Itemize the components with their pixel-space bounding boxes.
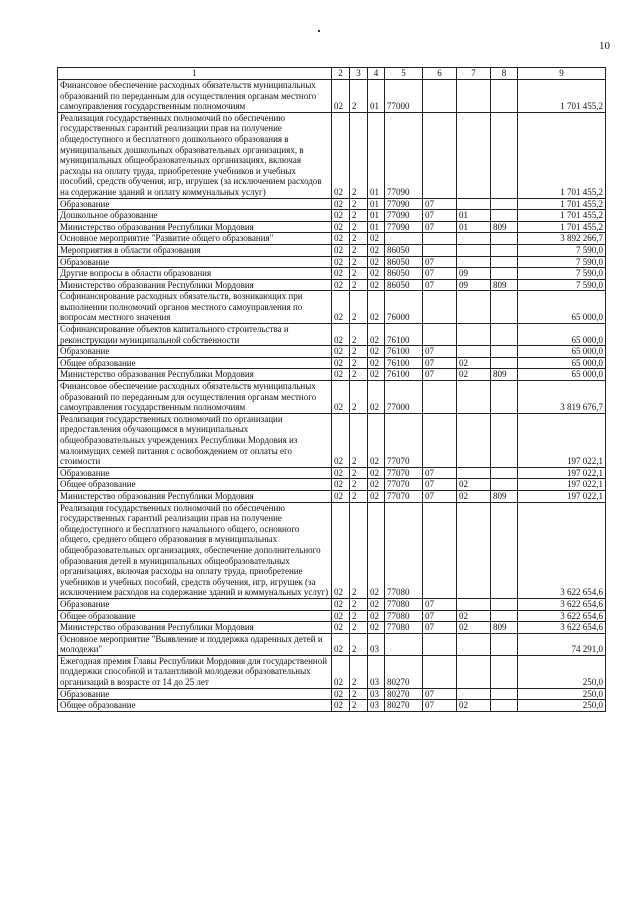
code-subsection: 02 — [457, 490, 491, 502]
code-ministry — [491, 233, 518, 245]
code-subprogram: 2 — [350, 490, 368, 502]
code-ministry — [491, 610, 518, 622]
code-subprogram: 2 — [350, 633, 368, 655]
row-name: Общее образование — [58, 610, 332, 622]
row-name: Общее образование — [58, 700, 332, 712]
code-ministry — [491, 700, 518, 712]
code-subprogram: 2 — [350, 610, 368, 622]
code-subsection — [457, 233, 491, 245]
code-ministry — [491, 291, 518, 324]
code-direction: 77070 — [385, 490, 423, 502]
code-direction: 77080 — [385, 622, 423, 634]
code-section — [423, 502, 457, 598]
row-amount: 197 022,1 — [518, 413, 606, 467]
row-amount: 65 000,0 — [518, 346, 606, 358]
code-direction: 76100 — [385, 324, 423, 346]
table-row — [58, 490, 606, 502]
code-program: 02 — [332, 502, 350, 598]
code-direction: 76100 — [385, 346, 423, 358]
code-subsection: 02 — [457, 622, 491, 634]
code-activity: 03 — [368, 700, 385, 712]
row-name: Другие вопросы в области образования — [58, 268, 332, 280]
code-activity: 02 — [368, 413, 385, 467]
code-subprogram: 2 — [350, 502, 368, 598]
table-row — [58, 700, 606, 712]
code-subsection: 02 — [457, 369, 491, 381]
code-subsection — [457, 112, 491, 198]
code-subsection — [457, 413, 491, 467]
code-section: 07 — [423, 479, 457, 491]
code-direction: 77090 — [385, 198, 423, 210]
row-amount: 65 000,0 — [518, 291, 606, 324]
code-section: 07 — [423, 221, 457, 233]
scan-speck — [318, 30, 320, 32]
code-subsection — [457, 346, 491, 358]
code-program: 02 — [332, 80, 350, 113]
row-name: Образование — [58, 256, 332, 268]
code-subprogram: 2 — [350, 413, 368, 467]
code-ministry — [491, 357, 518, 369]
code-subprogram: 2 — [350, 655, 368, 688]
code-ministry: 809 — [491, 221, 518, 233]
code-ministry — [491, 256, 518, 268]
row-name: Образование — [58, 598, 332, 610]
row-amount: 65 000,0 — [518, 324, 606, 346]
code-direction: 77070 — [385, 413, 423, 467]
row-name: Ежегодная премия Главы Республики Мордовия для государственной поддержки способной и талантливой молодежи образовательных организаций в возрасте от 14 до 25 лет — [58, 655, 332, 688]
code-section — [423, 413, 457, 467]
table-row — [58, 413, 606, 467]
code-section: 07 — [423, 490, 457, 502]
column-header: 4 — [368, 68, 385, 80]
code-activity: 02 — [368, 256, 385, 268]
row-name: Реализация государственных полномочий по организации предоставления обучающимся в муниципальных общеобразовательных учреждениях Республики Мордовия из малоимущих семей питания с освобождением от оплаты его стоимости — [58, 413, 332, 467]
code-direction: 80270 — [385, 655, 423, 688]
code-program: 02 — [332, 490, 350, 502]
row-name: Реализация государственных полномочий по обеспечению государственных гарантий реализации прав на получение общедоступного и бесплатного дошкольного образования в муниципальных дошкольных образовательных организациях, в муниципальных общеобразовательных организациях, включая расходы на оплату труда, приобретение учебников и учебных пособий, средств обучения, игр, игрушек (за исключением расходов на содержание зданий и оплату коммунальных услуг) — [58, 112, 332, 198]
row-name: Образование — [58, 467, 332, 479]
code-program: 02 — [332, 369, 350, 381]
code-program: 02 — [332, 256, 350, 268]
code-subprogram: 2 — [350, 80, 368, 113]
row-amount: 3 622 654,6 — [518, 610, 606, 622]
code-section: 07 — [423, 467, 457, 479]
row-amount: 197 022,1 — [518, 467, 606, 479]
code-direction — [385, 233, 423, 245]
row-amount: 3 819 676,7 — [518, 381, 606, 414]
code-section — [423, 655, 457, 688]
row-amount: 65 000,0 — [518, 369, 606, 381]
column-header: 1 — [58, 68, 332, 80]
table-row — [58, 221, 606, 233]
code-subsection — [457, 633, 491, 655]
code-activity: 02 — [368, 502, 385, 598]
code-section: 07 — [423, 256, 457, 268]
code-direction: 77070 — [385, 467, 423, 479]
table-row — [58, 369, 606, 381]
code-activity: 02 — [368, 346, 385, 358]
code-ministry — [491, 598, 518, 610]
budget-table — [57, 67, 606, 712]
row-amount: 7 590,0 — [518, 279, 606, 291]
code-direction: 76100 — [385, 369, 423, 381]
code-direction: 77080 — [385, 610, 423, 622]
code-program: 02 — [332, 268, 350, 280]
code-ministry — [491, 688, 518, 700]
code-activity: 02 — [368, 291, 385, 324]
code-subprogram: 2 — [350, 369, 368, 381]
row-name: Софинансирование расходных обязательств, возникающих при выполнении полномочий органов местного самоуправления по вопросам местного значения — [58, 291, 332, 324]
code-section — [423, 80, 457, 113]
code-section — [423, 291, 457, 324]
code-subsection — [457, 381, 491, 414]
code-ministry — [491, 324, 518, 346]
code-ministry — [491, 479, 518, 491]
row-name: Министерство образования Республики Мордовия — [58, 221, 332, 233]
code-activity: 02 — [368, 381, 385, 414]
code-subsection — [457, 688, 491, 700]
row-amount: 250,0 — [518, 700, 606, 712]
table-row — [58, 210, 606, 222]
code-program: 02 — [332, 700, 350, 712]
code-section — [423, 381, 457, 414]
code-ministry — [491, 502, 518, 598]
code-program: 02 — [332, 622, 350, 634]
table-row — [58, 279, 606, 291]
code-subprogram: 2 — [350, 198, 368, 210]
code-activity: 02 — [368, 279, 385, 291]
code-ministry: 809 — [491, 622, 518, 634]
table-row — [58, 244, 606, 256]
code-subprogram: 2 — [350, 346, 368, 358]
code-program: 02 — [332, 413, 350, 467]
code-subsection: 02 — [457, 479, 491, 491]
code-ministry — [491, 633, 518, 655]
code-direction: 77080 — [385, 598, 423, 610]
code-program: 02 — [332, 198, 350, 210]
code-subsection — [457, 598, 491, 610]
row-name: Министерство образования Республики Мордовия — [58, 490, 332, 502]
row-name: Общее образование — [58, 357, 332, 369]
code-subprogram: 2 — [350, 244, 368, 256]
code-direction: 86050 — [385, 268, 423, 280]
code-ministry — [491, 381, 518, 414]
code-activity: 01 — [368, 112, 385, 198]
table-row — [58, 598, 606, 610]
row-name: Общее образование — [58, 479, 332, 491]
table-row — [58, 357, 606, 369]
code-activity: 03 — [368, 655, 385, 688]
table-row — [58, 112, 606, 198]
code-subprogram: 2 — [350, 291, 368, 324]
code-subprogram: 2 — [350, 598, 368, 610]
column-header: 7 — [457, 68, 491, 80]
code-program: 02 — [332, 598, 350, 610]
code-subsection: 09 — [457, 279, 491, 291]
code-section: 07 — [423, 598, 457, 610]
column-header: 3 — [350, 68, 368, 80]
code-section — [423, 633, 457, 655]
code-section: 07 — [423, 198, 457, 210]
table-row — [58, 610, 606, 622]
table-row — [58, 381, 606, 414]
code-section: 07 — [423, 279, 457, 291]
row-name: Основное мероприятие "Развитие общего образования" — [58, 233, 332, 245]
code-activity: 02 — [368, 244, 385, 256]
code-program: 02 — [332, 381, 350, 414]
code-subsection: 01 — [457, 210, 491, 222]
table-row — [58, 268, 606, 280]
code-activity: 02 — [368, 324, 385, 346]
code-section: 07 — [423, 622, 457, 634]
code-subprogram: 2 — [350, 268, 368, 280]
table-row — [58, 502, 606, 598]
code-activity: 02 — [368, 268, 385, 280]
code-program: 02 — [332, 233, 350, 245]
row-amount: 250,0 — [518, 688, 606, 700]
code-subsection: 02 — [457, 357, 491, 369]
row-name: Мероприятия в области образования — [58, 244, 332, 256]
row-amount: 250,0 — [518, 655, 606, 688]
code-subsection — [457, 80, 491, 113]
code-subprogram: 2 — [350, 324, 368, 346]
row-name: Софинансирование объектов капитального строительства и реконструкции муниципальной собственности — [58, 324, 332, 346]
page-number: 10 — [599, 40, 610, 52]
code-direction — [385, 633, 423, 655]
code-activity: 02 — [368, 610, 385, 622]
code-section — [423, 112, 457, 198]
code-ministry: 809 — [491, 490, 518, 502]
code-subprogram: 2 — [350, 467, 368, 479]
code-subprogram: 2 — [350, 279, 368, 291]
code-direction: 80270 — [385, 700, 423, 712]
table-row — [58, 256, 606, 268]
code-subsection: 01 — [457, 221, 491, 233]
code-direction: 80270 — [385, 688, 423, 700]
code-subsection: 02 — [457, 700, 491, 712]
row-amount: 1 701 455,2 — [518, 221, 606, 233]
table-row — [58, 688, 606, 700]
row-amount: 74 291,0 — [518, 633, 606, 655]
row-amount: 1 701 455,2 — [518, 80, 606, 113]
row-amount: 65 000,0 — [518, 357, 606, 369]
code-subprogram: 2 — [350, 256, 368, 268]
code-subsection — [457, 655, 491, 688]
code-program: 02 — [332, 610, 350, 622]
code-ministry — [491, 268, 518, 280]
table-row — [58, 324, 606, 346]
code-direction: 77090 — [385, 221, 423, 233]
code-program: 02 — [332, 479, 350, 491]
row-name: Министерство образования Республики Мордовия — [58, 622, 332, 634]
code-activity: 02 — [368, 598, 385, 610]
row-name: Министерство образования Республики Мордовия — [58, 279, 332, 291]
code-section — [423, 233, 457, 245]
code-section: 07 — [423, 369, 457, 381]
code-subprogram: 2 — [350, 688, 368, 700]
code-subprogram: 2 — [350, 221, 368, 233]
code-program: 02 — [332, 244, 350, 256]
code-subsection — [457, 502, 491, 598]
code-section: 07 — [423, 268, 457, 280]
code-ministry — [491, 80, 518, 113]
code-subprogram: 2 — [350, 479, 368, 491]
code-section: 07 — [423, 210, 457, 222]
code-subprogram: 2 — [350, 233, 368, 245]
code-subsection — [457, 256, 491, 268]
table-row — [58, 291, 606, 324]
code-ministry — [491, 244, 518, 256]
code-program: 02 — [332, 467, 350, 479]
row-name: Финансовое обеспечение расходных обязательств муниципальных образований по переданным для осуществления органам местного самоуправления государственным полномочиям — [58, 80, 332, 113]
code-program: 02 — [332, 655, 350, 688]
code-ministry — [491, 210, 518, 222]
row-name: Финансовое обеспечение расходных обязательств муниципальных образований по переданным для осуществления органам местного самоуправления государственным полномочиям — [58, 381, 332, 414]
table-row — [58, 80, 606, 113]
code-program: 02 — [332, 633, 350, 655]
row-amount: 7 590,0 — [518, 268, 606, 280]
code-activity: 02 — [368, 467, 385, 479]
table-row — [58, 622, 606, 634]
code-activity: 02 — [368, 622, 385, 634]
code-program: 02 — [332, 291, 350, 324]
row-name: Дошкольное образование — [58, 210, 332, 222]
code-direction: 86050 — [385, 279, 423, 291]
column-header: 6 — [423, 68, 457, 80]
code-subsection — [457, 467, 491, 479]
column-header: 9 — [518, 68, 606, 80]
code-activity: 01 — [368, 221, 385, 233]
code-ministry — [491, 655, 518, 688]
row-name: Основное мероприятие "Выявление и поддержка одаренных детей и молодежи" — [58, 633, 332, 655]
code-activity: 01 — [368, 210, 385, 222]
code-direction: 77000 — [385, 381, 423, 414]
code-subsection: 02 — [457, 610, 491, 622]
code-activity: 02 — [368, 357, 385, 369]
code-ministry: 809 — [491, 369, 518, 381]
code-direction: 77090 — [385, 112, 423, 198]
row-amount: 3 622 654,6 — [518, 502, 606, 598]
code-direction: 77070 — [385, 479, 423, 491]
code-subprogram: 2 — [350, 112, 368, 198]
code-subsection — [457, 198, 491, 210]
code-subsection — [457, 324, 491, 346]
table-row — [58, 198, 606, 210]
code-subprogram: 2 — [350, 381, 368, 414]
table-row — [58, 233, 606, 245]
column-header: 2 — [332, 68, 350, 80]
code-program: 02 — [332, 112, 350, 198]
code-activity: 03 — [368, 688, 385, 700]
code-ministry — [491, 112, 518, 198]
code-activity: 02 — [368, 369, 385, 381]
row-name: Реализация государственных полномочий по обеспечению государственных гарантий реализации прав на получение общедоступного и бесплатного начального общего, основного общего, среднего общего образования в муниципальных общеобразовательных организациях, обеспечение дополнительного образования детей в муниципальных общеобразовательных организациях, включая расходы на оплату труда, приобретение учебников и учебных пособий, средств обучения, игр, игрушек (за исключением расходов на содержание зданий и коммунальных услуг) — [58, 502, 332, 598]
row-name: Образование — [58, 198, 332, 210]
code-ministry — [491, 346, 518, 358]
code-program: 02 — [332, 324, 350, 346]
column-header: 8 — [491, 68, 518, 80]
code-section: 07 — [423, 346, 457, 358]
code-direction: 76100 — [385, 357, 423, 369]
row-amount: 1 701 455,2 — [518, 198, 606, 210]
row-amount: 7 590,0 — [518, 256, 606, 268]
code-program: 02 — [332, 688, 350, 700]
code-ministry: 809 — [491, 279, 518, 291]
row-name: Министерство образования Республики Мордовия — [58, 369, 332, 381]
code-section: 07 — [423, 610, 457, 622]
code-direction: 86050 — [385, 256, 423, 268]
code-activity: 01 — [368, 198, 385, 210]
code-section: 07 — [423, 688, 457, 700]
row-amount: 7 590,0 — [518, 244, 606, 256]
code-program: 02 — [332, 210, 350, 222]
code-subprogram: 2 — [350, 700, 368, 712]
code-subsection — [457, 291, 491, 324]
code-direction: 77000 — [385, 80, 423, 113]
code-direction: 76000 — [385, 291, 423, 324]
code-ministry — [491, 413, 518, 467]
row-amount: 197 022,1 — [518, 479, 606, 491]
code-section: 07 — [423, 700, 457, 712]
code-activity: 03 — [368, 633, 385, 655]
code-direction: 77080 — [385, 502, 423, 598]
table-row — [58, 467, 606, 479]
code-subprogram: 2 — [350, 622, 368, 634]
code-section — [423, 324, 457, 346]
table-row — [58, 633, 606, 655]
table-row — [58, 655, 606, 688]
row-name: Образование — [58, 688, 332, 700]
row-amount: 3 892 266,7 — [518, 233, 606, 245]
row-amount: 3 622 654,6 — [518, 598, 606, 610]
code-section: 07 — [423, 357, 457, 369]
code-subprogram: 2 — [350, 357, 368, 369]
code-subprogram: 2 — [350, 210, 368, 222]
code-program: 02 — [332, 221, 350, 233]
code-direction: 77090 — [385, 210, 423, 222]
code-program: 02 — [332, 346, 350, 358]
code-ministry — [491, 198, 518, 210]
code-ministry — [491, 467, 518, 479]
code-section — [423, 244, 457, 256]
row-amount: 1 701 455,2 — [518, 112, 606, 198]
code-subsection — [457, 244, 491, 256]
row-amount: 3 622 654,6 — [518, 622, 606, 634]
code-program: 02 — [332, 279, 350, 291]
code-subsection: 09 — [457, 268, 491, 280]
code-activity: 02 — [368, 479, 385, 491]
row-amount: 197 022,1 — [518, 490, 606, 502]
row-name: Образование — [58, 346, 332, 358]
code-activity: 02 — [368, 233, 385, 245]
code-activity: 02 — [368, 490, 385, 502]
code-direction: 86050 — [385, 244, 423, 256]
table-row — [58, 479, 606, 491]
table-row — [58, 346, 606, 358]
code-program: 02 — [332, 357, 350, 369]
code-activity: 01 — [368, 80, 385, 113]
column-header: 5 — [385, 68, 423, 80]
row-amount: 1 701 455,2 — [518, 210, 606, 222]
column-number-row — [58, 68, 606, 80]
